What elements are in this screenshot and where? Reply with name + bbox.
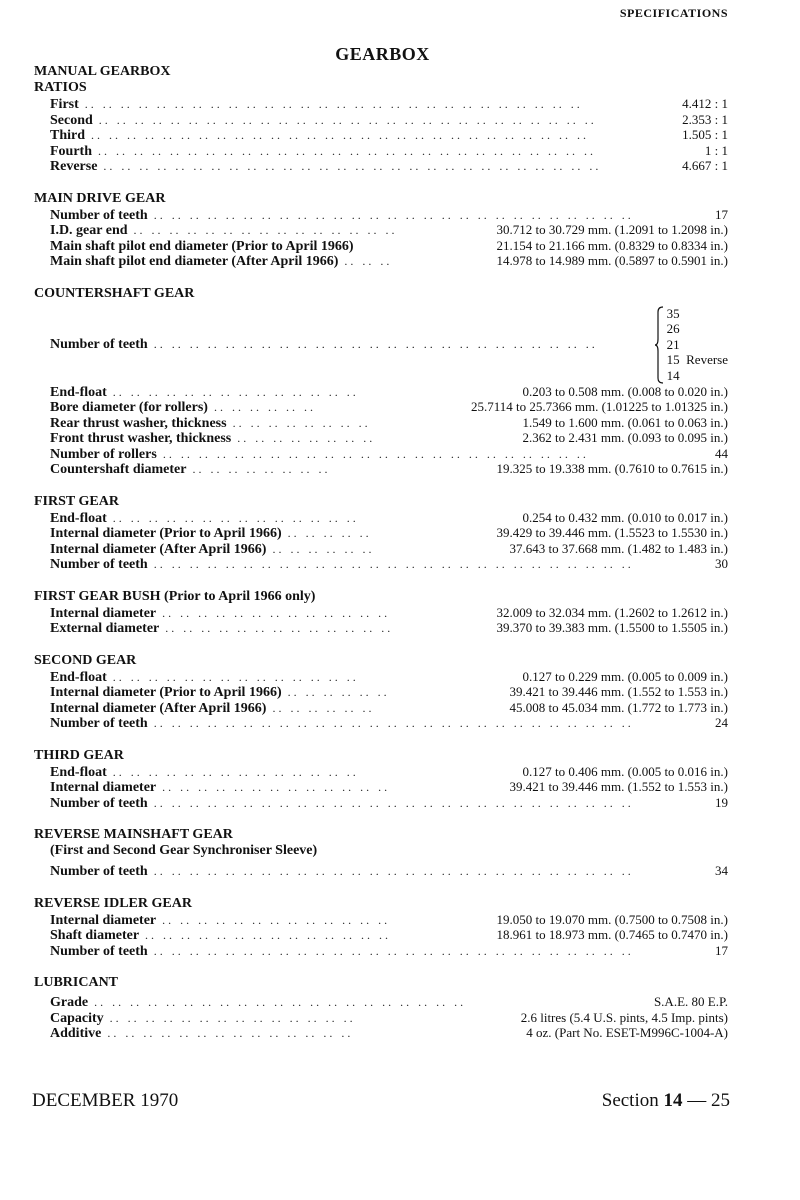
spec-row [34,1025,728,1041]
spec-row [34,795,728,811]
leader-dots: .. .. .. .. .. .. .. .. .. .. .. .. .. .. .. .. .. .. .. .. .. .. .. .. .. .. .. .. [98,143,596,158]
teeth-count: 21 [666,336,680,352]
spec-label: Number of teeth [50,208,154,224]
leader-dots: .. .. .. .. .. .. .. .. .. .. .. .. .. .. .. .. .. .. .. .. .. .. .. .. .. .. .. .. [98,112,597,127]
spec-row [34,943,728,959]
curly-brace-icon [654,306,664,384]
spec-value: 19 [709,795,728,811]
teeth-count: 15 Reverse [666,352,728,367]
section-second-gear [34,653,728,731]
section-title: FIRST GEAR [34,493,119,509]
spec-label: Reverse [50,159,103,175]
leader-dots: .. .. .. .. .. .. .. .. .. .. .. .. .. .. .. .. .. .. .. .. .. .. .. .. .. .. .. [153,795,634,810]
spec-row [34,253,728,269]
leader-dots: .. .. .. .. .. .. .. .. .. .. .. .. .. .. [112,510,359,525]
spec-row [34,222,728,238]
teeth-list [654,306,728,384]
teeth-count: 14 [666,367,680,383]
footer-section-prefix: Section [601,1090,659,1111]
spec-value: 1.505 : 1 [676,127,728,143]
footer-page-number [602,1090,730,1112]
spec-label: Countershaft diameter [50,462,192,478]
leader-dots: .. .. .. .. .. .. [272,700,375,715]
spec-label: Number of teeth [50,557,154,573]
spec-label: External diameter [50,621,165,637]
leader-dots: .. .. .. .. .. .. .. .. .. .. .. .. .. .. .. [133,223,398,237]
spec-value: 39.421 to 39.446 mm. (1.552 to 1.553 in.) [504,684,728,700]
spec-label: Main shaft pilot end diameter (Prior to April 1966) [50,239,360,255]
spec-label: Number of teeth [50,796,154,812]
spec-value: 32.009 to 32.034 mm. (1.2602 to 1.2612 in.) [491,605,728,621]
spec-value: 0.127 to 0.406 mm. (0.005 to 0.016 in.) [517,764,728,780]
spec-content [34,64,728,1058]
leader-dots: .. .. .. .. .. .. [272,541,375,556]
spec-row [34,127,728,143]
section-first-gear [34,494,728,572]
spec-label: Number of teeth [50,336,148,352]
spec-label: End-float [50,511,113,527]
footer-section-number: 14 [663,1090,683,1111]
spec-row [34,207,728,223]
spec-row [34,556,728,572]
section-countershaft-gear [34,286,728,477]
spec-value: 30.712 to 30.729 mm. (1.2091 to 1.2098 in.) [491,222,728,238]
spec-label: End-float [50,765,113,781]
spec-value: 39.370 to 39.383 mm. (1.5500 to 1.5505 in.) [491,620,728,636]
spec-label: Third [50,128,91,144]
spec-row [34,430,728,446]
spec-row [34,620,728,636]
section-title: SECOND GEAR [34,652,137,668]
spec-label: Fourth [50,144,98,160]
leader-dots: .. .. .. .. .. .. .. .. .. .. .. .. .. .. .. .. .. .. .. .. .. .. .. .. .. .. .. .. [103,159,602,173]
spec-row [34,605,728,621]
spec-row [34,863,728,879]
leader-dots: .. .. .. .. .. .. .. .. [232,415,371,430]
spec-value: 25.7114 to 25.7366 mm. (1.01225 to 1.01325 in.) [465,399,728,415]
leader-dots: .. .. .. .. .. .. [287,685,390,699]
spec-value: 1 : 1 [699,143,728,159]
teeth-count: 35 [666,305,680,321]
leader-dots: .. .. .. .. .. .. .. .. .. .. .. .. .. .. .. .. .. .. .. .. .. .. .. .. .. [153,337,598,351]
spec-row [34,143,728,159]
spec-value: 19.050 to 19.070 mm. (0.7500 to 0.7508 in.) [491,912,728,928]
spec-row [34,541,728,557]
section-lubricant [34,975,728,1041]
spec-value: 1.549 to 1.600 mm. (0.061 to 0.063 in.) [517,415,728,431]
leader-dots: .. .. .. .. .. .. .. .. .. .. .. .. .. .. .. .. .. .. .. .. .. .. .. .. .. .. .. .. [84,97,583,111]
teeth-count: 26 [666,321,680,336]
spec-row [34,525,728,541]
spec-value: 44 [709,446,728,462]
spec-label: Number of teeth [50,716,154,732]
spec-value: 21.154 to 21.166 mm. (0.8329 to 0.8334 in.) [491,238,728,254]
section-subtitle-ratios: RATIOS [34,80,87,95]
spec-value: 2.362 to 2.431 mm. (0.093 to 0.095 in.) [517,430,728,446]
page-title: GEARBOX [335,44,430,64]
spec-row [34,669,728,685]
spec-label: Capacity [50,1011,110,1027]
section-title: MAIN DRIVE GEAR [34,190,166,206]
spec-value: 14.978 to 14.989 mm. (0.5897 to 0.5901 in.) [491,253,728,269]
spec-row [34,461,728,477]
spec-row [34,764,728,780]
leader-dots: .. .. .. .. .. .. .. .. .. .. .. .. .. [162,912,391,927]
spec-label: Second [50,113,99,129]
spec-row [34,912,728,928]
leader-dots: .. .. .. .. .. .. .. .. .. .. .. .. .. .. [112,669,359,684]
spec-row [34,446,728,462]
spec-value: 17 [709,207,728,223]
section-first-gear-bush [34,589,728,636]
spec-label: Internal diameter [50,780,162,796]
leader-dots: .. .. .. .. .. .. .. .. .. .. .. .. .. .. .. .. .. .. .. .. .. .. .. .. .. .. .. [153,557,634,571]
spec-row [34,715,728,731]
section-subtitle: (First and Second Gear Synchroniser Sleeve) [50,843,318,858]
spec-label: Internal diameter (Prior to April 1966) [50,526,288,542]
spec-value: 0.254 to 0.432 mm. (0.010 to 0.017 in.) [517,510,728,526]
leader-dots: .. .. .. .. .. .. .. .. .. .. .. .. .. [162,780,391,794]
leader-dots: .. .. .. .. .. .. [213,400,316,414]
leader-dots: .. .. .. .. .. .. .. .. .. .. .. .. .. .. [112,764,359,779]
spec-value: 2.6 litres (5.4 U.S. pints, 4.5 Imp. pints) [515,1010,728,1026]
spec-value: 45.008 to 45.034 mm. (1.772 to 1.773 in.) [504,700,728,716]
spec-value: 4.412 : 1 [676,96,728,112]
spec-label: Front thrust washer, thickness [50,431,237,447]
leader-dots: .. .. .. .. .. .. .. .. .. .. .. .. .. .. [112,384,359,399]
section-title: MANUAL GEARBOX [34,64,171,79]
spec-row [34,158,728,174]
spec-value: 0.127 to 0.229 mm. (0.005 to 0.009 in.) [517,669,728,685]
spec-value: S.A.E. 80 E.P. [648,994,728,1010]
leader-dots: .. .. .. [344,254,393,268]
spec-value: 4.667 : 1 [676,158,728,174]
spec-value: 39.421 to 39.446 mm. (1.552 to 1.553 in.) [504,779,728,795]
spec-row [34,399,728,415]
section-title: THIRD GEAR [34,747,124,763]
section-reverse-idler-gear [34,896,728,959]
spec-value: 0.203 to 0.508 mm. (0.008 to 0.020 in.) [517,384,728,400]
teeth-brace-row [34,306,728,384]
section-title: LUBRICANT [34,975,119,990]
spec-label: Number of rollers [50,447,163,463]
spec-label: Rear thrust washer, thickness [50,416,233,432]
spec-row [34,927,728,943]
section-main-drive-gear [34,191,728,269]
spec-value: 4 oz. (Part No. ESET-M996C-1004-A) [520,1025,728,1041]
leader-dots: .. .. .. .. .. .. .. .. .. .. .. .. .. .. .. .. .. .. .. .. .. .. .. .. .. .. .. [153,207,634,222]
leader-dots: .. .. .. .. .. .. .. .. .. .. .. .. .. [162,605,391,620]
leader-dots: .. .. .. .. .. .. .. .. .. .. .. .. .. .. .. .. .. .. .. .. .. .. .. .. [162,446,589,461]
spec-row [34,700,728,716]
spec-label: First [50,97,85,113]
spec-value: 18.961 to 18.973 mm. (0.7465 to 0.7470 in.) [491,927,728,943]
leader-dots: .. .. .. .. .. .. .. .. [237,431,376,445]
spec-label: Additive [50,1026,107,1042]
spec-label: End-float [50,670,113,686]
leader-dots: .. .. .. .. .. .. .. .. .. .. .. .. .. .. [107,1026,354,1040]
section-title: FIRST GEAR BUSH (Prior to April 1966 only) [34,588,316,604]
spec-label: Number of teeth [50,864,154,880]
section-title: REVERSE MAINSHAFT GEAR [34,827,233,842]
spec-row [34,1010,728,1026]
section-title: REVERSE IDLER GEAR [34,895,192,911]
spec-row [34,510,728,526]
running-header: SPECIFICATIONS [619,6,728,20]
spec-label: Internal diameter (After April 1966) [50,701,272,717]
footer-date: DECEMBER 1970 [32,1090,179,1111]
footer-page-suffix: — 25 [687,1090,730,1111]
spec-label: Main shaft pilot end diameter (After April 1966) [50,254,344,270]
leader-dots: .. .. .. .. .. [287,526,372,540]
leader-dots: .. .. .. .. .. .. .. .. .. .. .. .. .. .. [109,1010,356,1025]
spec-value: 2.353 : 1 [676,112,728,128]
section-third-gear [34,748,728,811]
spec-label: End-float [50,385,113,401]
leader-dots: .. .. .. .. .. .. .. .. .. .. .. .. .. .. .. .. .. .. .. .. .. .. .. .. .. .. .. [153,943,634,958]
spec-label: Shaft diameter [50,928,145,944]
spec-row [34,112,728,128]
spec-row [34,96,728,112]
spec-row [34,415,728,431]
leader-dots: .. .. .. .. .. .. .. .. .. .. .. .. .. .. .. .. .. .. .. .. .. [94,995,467,1009]
section-manual-gearbox [34,64,728,174]
spec-value: 19.325 to 19.338 mm. (0.7610 to 0.7615 in.) [491,461,728,477]
spec-value: 17 [709,943,728,959]
spec-row [34,238,728,254]
spec-row [34,684,728,700]
spec-label: Grade [50,995,94,1011]
leader-dots: .. .. .. .. .. .. .. .. .. .. .. .. .. .. [145,928,392,942]
spec-label: I.D. gear end [50,223,134,239]
spec-label: Number of teeth [50,944,154,960]
spec-label: Bore diameter (for rollers) [50,400,214,416]
leader-dots: .. .. .. .. .. .. .. .. .. .. .. .. .. .. .. .. .. .. .. .. .. .. .. .. .. .. .. [153,716,634,730]
spec-label: Internal diameter [50,913,162,929]
spec-row [34,779,728,795]
spec-row [34,994,728,1010]
section-reverse-mainshaft-gear [34,827,728,879]
spec-value: 37.643 to 37.668 mm. (1.482 to 1.483 in.) [504,541,728,557]
spec-value: 30 [709,556,728,572]
spec-label: Internal diameter [50,606,162,622]
spec-value: 34 [709,863,728,879]
leader-dots: .. .. .. .. .. .. .. .. .. .. .. .. .. .. .. .. .. .. .. .. .. .. .. .. .. .. .. [153,864,634,878]
spec-value: 24 [709,715,728,731]
spec-row [34,384,728,400]
leader-dots: .. .. .. .. .. .. .. .. .. .. .. .. .. [165,621,394,635]
spec-label: Internal diameter (Prior to April 1966) [50,685,288,701]
spec-value: 39.429 to 39.446 mm. (1.5523 to 1.5530 in.) [491,525,728,541]
leader-dots: .. .. .. .. .. .. .. .. [192,462,331,476]
leader-dots: .. .. .. .. .. .. .. .. .. .. .. .. .. .. .. .. .. .. .. .. .. .. .. .. .. .. .. .. [91,128,590,142]
section-title: COUNTERSHAFT GEAR [34,285,195,301]
spec-label: Internal diameter (After April 1966) [50,542,272,558]
